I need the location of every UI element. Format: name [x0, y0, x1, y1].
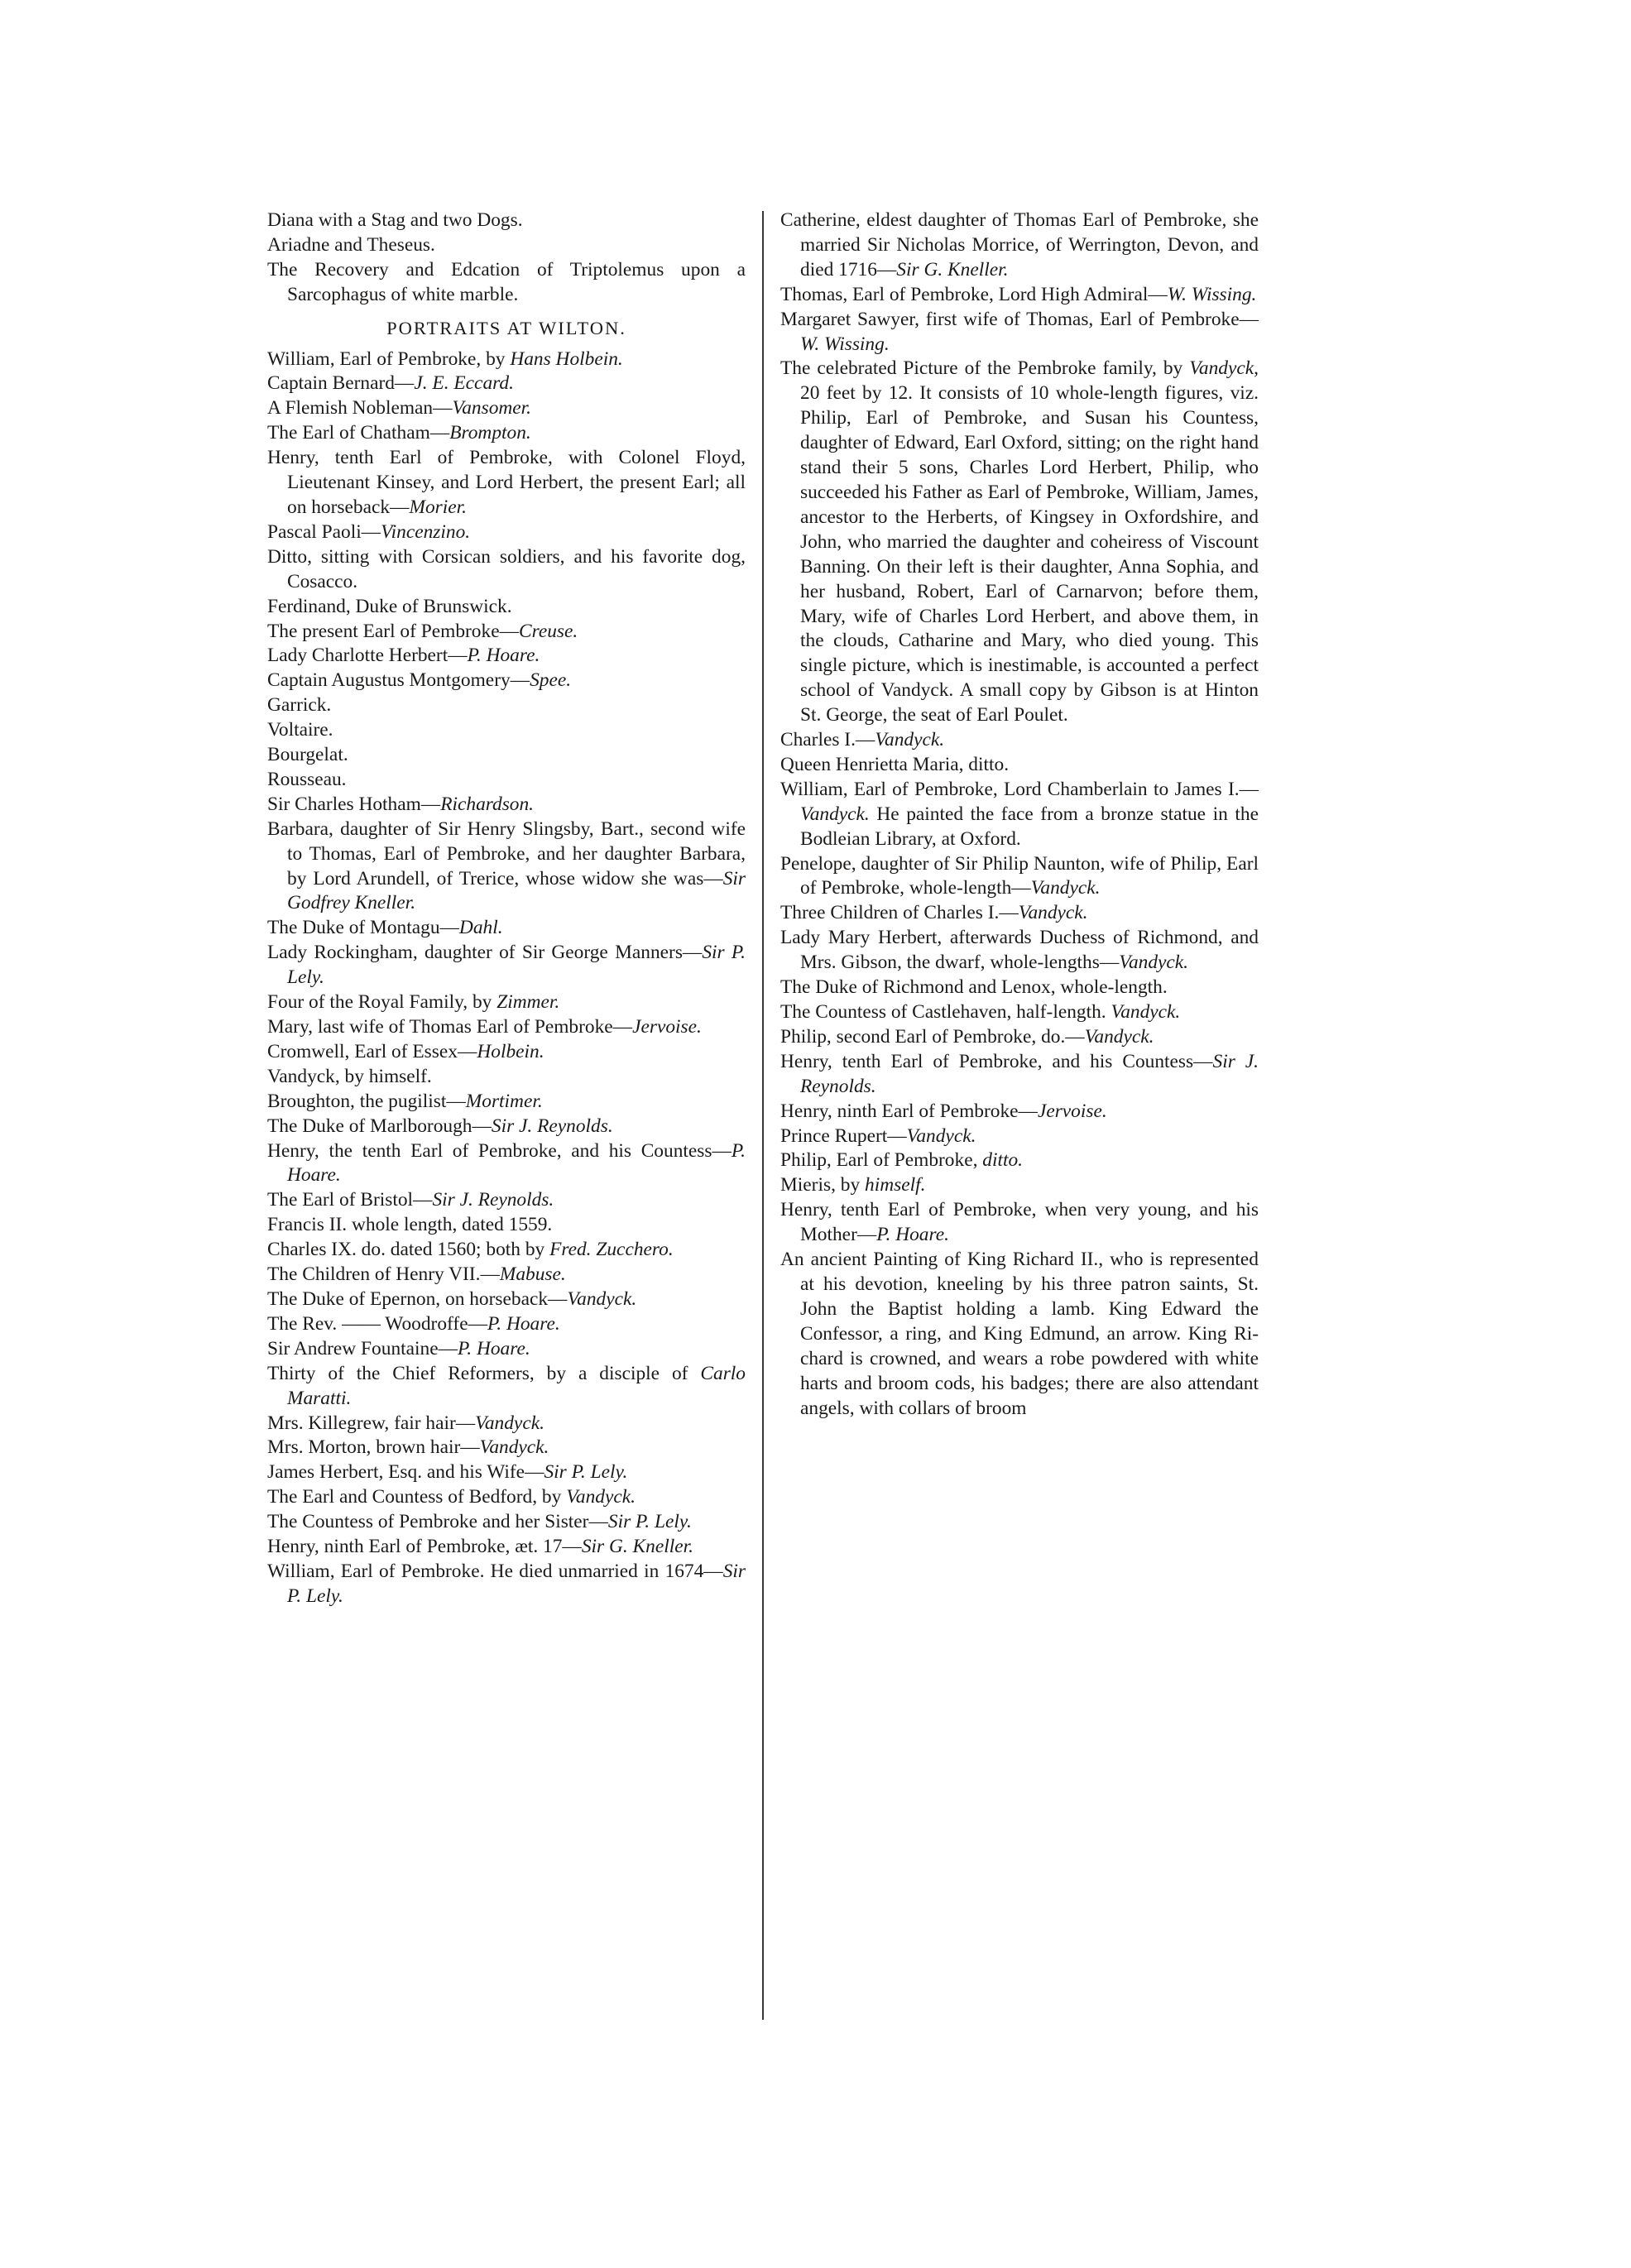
entry-title: Lady Rockingham, daughter of Sir George Manners—: [267, 942, 703, 964]
catalog-entry: [780, 753, 1259, 778]
entry-title: A Flemish Nobleman—: [267, 397, 453, 420]
entry-title: Sir Andrew Fountaine—: [267, 1337, 458, 1359]
entry-title: Sir Charles Hotham—: [267, 793, 441, 815]
entry-attribution: Sir G. Kneller.: [896, 258, 1009, 281]
entry-attribution: Vandyck.: [800, 803, 870, 825]
catalog-entry: [780, 901, 1259, 926]
catalog-entry: [780, 1124, 1259, 1149]
entry-title: Mary, last wife of Thomas Earl of Pembroke—: [267, 1016, 633, 1038]
entry-title: Charles I.—: [780, 729, 875, 751]
entry-title: William, Earl of Pembroke. He died unmarried in 1674—: [267, 1560, 723, 1582]
entry-attribution: Fred. Zucchero.: [549, 1239, 674, 1261]
entry-title: Three Children of Charles I.—: [780, 902, 1019, 924]
entry-title: The Countess of Pembroke and her Sister—: [267, 1511, 608, 1533]
catalog-entry: [780, 1100, 1259, 1124]
catalog-entry: [267, 1560, 746, 1609]
entry-title: Ditto, sitting with Corsican soldiers, and his favorite dog, Cosacco.: [267, 545, 746, 592]
catalog-entry: [780, 778, 1259, 852]
catalog-entry: [267, 1362, 746, 1412]
entry-attribution: W. Wissing.: [1167, 283, 1257, 305]
entry-attribution: Vandyck.: [1030, 877, 1101, 899]
catalog-entry: [267, 348, 746, 372]
entry-continuation: , 20 feet by 12. It consists of 10 whole-length figures, viz. Philip, Earl of Pembroke, and Susan his Countess, daughter of Edward, Earl Oxford, sitting; on the right hand stand their 5 sons, Charles Lord Herbert, Philip, who succeeded his Father as Earl of Pembroke, William, James, ancestor to the Herberts, of Kingsey in Oxfordshire, and John, who married the daughter and coheiress of Viscount Banning. On their left is their daughter, Anna Sophia, and her husband, Robert, Earl of Carnarvon; before them, Mary, wife of Charles Lord Herbert, and above them, in the clouds, Catharine and Mary, who died young. This single picture, which is inestimable, is accounted a perfect school of Vandyck. A small copy by Gibson is at Hinton St. George, the seat of Earl Poulet.: [800, 357, 1259, 726]
entry-title: The Duke of Marlborough—: [267, 1115, 492, 1137]
entry-title: Thomas, Earl of Pembroke, Lord High Admiral—: [780, 283, 1168, 305]
entry-attribution: P. Hoare.: [876, 1224, 949, 1246]
catalog-entry: [267, 818, 746, 917]
catalog-entry: [780, 852, 1259, 902]
entry-title: Philip, Earl of Pembroke,: [780, 1149, 983, 1172]
entry-title: An ancient Painting of King Richard II., who is represented at his devotion, kneeling by his three patron saints, St. John the Baptist holding a lamb. King Edward the Confessor, a ring, and King Edmund, an arrow. King Richard is crowned, and wears a robe powdered with white harts and broom cods, his badges; there are also attendant angels, with collars of broom: [780, 1249, 1259, 1419]
entry-attribution: P. Hoare.: [287, 1139, 746, 1187]
catalog-entry: [267, 1485, 746, 1510]
entry-title: Captain Augustus Montgomery—: [267, 669, 530, 692]
catalog-entry: [267, 1015, 746, 1040]
catalog-entry: [780, 926, 1259, 976]
entry-attribution: Zimmer.: [496, 991, 560, 1014]
entry-title: Broughton, the pugilist—: [267, 1090, 466, 1112]
entry-title: Henry, tenth Earl of Pembroke, and his Countess—: [780, 1050, 1213, 1072]
entry-attribution: Richardson.: [440, 793, 535, 815]
entry-title: Mrs. Killegrew, fair hair—: [267, 1412, 476, 1434]
entry-title: The Recovery and Edcation of Triptolemus upon a Sarcophagus of white marble.: [267, 258, 746, 305]
entry-attribution: Sir P. Lely.: [607, 1511, 692, 1533]
catalog-entry: [267, 1238, 746, 1263]
catalog-entry: [267, 1040, 746, 1065]
entry-attribution: Sir Godfrey Kneller.: [287, 867, 746, 914]
entry-title: William, Earl of Pembroke, Lord Chamberlain to James I.—: [780, 778, 1259, 800]
entry-title: The Earl of Chatham—: [267, 422, 450, 444]
entry-attribution: Sir G. Kneller.: [581, 1536, 693, 1558]
left-column: [267, 209, 746, 1609]
catalog-entry: [267, 1287, 746, 1312]
entry-title: Henry, ninth Earl of Pembroke, æt. 17—: [267, 1536, 582, 1558]
catalog-entry: [267, 693, 746, 718]
entry-title: Lady Mary Herbert, afterwards Duchess of Richmond, and Mrs. Gibson, the dwarf, whole-lengths—: [780, 927, 1259, 974]
entry-title: Catherine, eldest daughter of Thomas Earl of Pembroke, she married Sir Nicholas Morrice, of Werrington, Devon, and died 1716—: [780, 209, 1259, 281]
entry-title: William, Earl of Pembroke, by: [267, 348, 511, 370]
catalog-entry: [267, 916, 746, 941]
entry-attribution: Holbein.: [477, 1040, 544, 1062]
entry-title: Four of the Royal Family, by: [267, 991, 497, 1014]
catalog-entry: [267, 595, 746, 620]
entry-title: Henry, the tenth Earl of Pembroke, and his Countess—: [267, 1139, 732, 1162]
entry-attribution: Vandyck.: [567, 1287, 637, 1310]
catalog-entry: [267, 446, 746, 520]
catalog-entry: [780, 1198, 1259, 1248]
column-divider: [762, 211, 764, 2020]
catalog-entry: [780, 283, 1259, 308]
catalog-entry: [780, 1025, 1259, 1050]
catalog-entry: [267, 1139, 746, 1189]
entry-title: Ferdinand, Duke of Brunswick.: [267, 595, 512, 617]
entry-attribution: Vandyck.: [1018, 902, 1088, 924]
entry-attribution: Vandyck.: [479, 1436, 549, 1459]
entry-attribution: Jervoise.: [1037, 1100, 1107, 1122]
catalog-entry: [267, 1090, 746, 1115]
entry-title: The Earl and Countess of Bedford, by: [267, 1486, 567, 1508]
entry-attribution: P. Hoare.: [458, 1337, 530, 1359]
entry-attribution: Jervoise.: [632, 1016, 702, 1038]
entry-title: The Countess of Castlehaven, half-length.: [780, 1001, 1111, 1023]
catalog-entry: [267, 941, 746, 990]
entry-title: James Herbert, Esq. and his Wife—: [267, 1461, 544, 1484]
entry-attribution: Sir P. Lely.: [287, 942, 746, 989]
entry-attribution: Sir J. Reynolds.: [491, 1115, 613, 1137]
entry-attribution: Sir P. Lely.: [287, 1560, 746, 1607]
entry-title: The present Earl of Pembroke—: [267, 620, 519, 642]
catalog-entry: [267, 1115, 746, 1139]
entry-title: The Rev. —— Woodroffe—: [267, 1312, 487, 1335]
catalog-entry: [267, 620, 746, 645]
entry-title: Francis II. whole length, dated 1559.: [267, 1214, 553, 1236]
right-column: [780, 209, 1259, 1421]
entry-attribution: Vandyck.: [566, 1486, 636, 1508]
catalog-entry: [267, 644, 746, 669]
entry-attribution: Sir J. Reynolds.: [432, 1189, 554, 1211]
entry-attribution: Vincenzino.: [381, 520, 471, 543]
entry-attribution: J. E. Eccard.: [414, 372, 514, 395]
entry-title: The Duke of Richmond and Lenox, whole-length.: [780, 976, 1168, 999]
catalog-entry: [267, 1312, 746, 1337]
catalog-entry: [780, 1000, 1259, 1025]
catalog-entry: [267, 990, 746, 1015]
catalog-entry: [267, 545, 746, 595]
entry-attribution: Sir J. Reynolds.: [800, 1050, 1259, 1097]
catalog-entry: [267, 1460, 746, 1485]
catalog-entry: [267, 768, 746, 793]
catalog-entry: [267, 1510, 746, 1535]
entry-title: Voltaire.: [267, 719, 333, 741]
catalog-entry: [780, 1173, 1259, 1198]
entry-attribution: Vandyck.: [1084, 1025, 1154, 1048]
entry-title: Prince Rupert—: [780, 1124, 907, 1147]
entry-attribution: Vandyck.: [1111, 1001, 1181, 1023]
entry-attribution: P. Hoare.: [487, 1312, 560, 1335]
entry-title: Mieris, by: [780, 1174, 866, 1196]
catalog-entry: [780, 728, 1259, 753]
entry-attribution: Vandyck.: [1119, 952, 1189, 974]
entry-attribution: Sir P. Lely.: [544, 1461, 628, 1484]
entry-attribution: ditto.: [982, 1149, 1023, 1172]
catalog-entry: [267, 1436, 746, 1460]
entry-attribution: Creuse.: [518, 620, 578, 642]
catalog-entry: [267, 396, 746, 421]
entry-attribution: W. Wissing.: [800, 333, 890, 355]
entry-title: The Earl of Bristol—: [267, 1189, 433, 1211]
catalog-entry: [267, 1337, 746, 1362]
entry-attribution: Carlo Maratti.: [287, 1362, 746, 1409]
entry-attribution: Vandyck.: [875, 729, 945, 751]
entry-title: Philip, second Earl of Pembroke, do.—: [780, 1025, 1085, 1048]
entry-attribution: Morier.: [409, 496, 467, 518]
catalog-entry: [267, 793, 746, 818]
entry-title: Barbara, daughter of Sir Henry Slingsby, Bart., second wife to Thomas, Earl of Pembroke, and her daughter Barbara, by Lord Arundell, of Trerice, whose widow she was—: [267, 818, 746, 889]
catalog-entry: [267, 1263, 746, 1287]
catalog-entry: [267, 1213, 746, 1238]
catalog-entry: [267, 1188, 746, 1213]
entry-title: The Duke of Montagu—: [267, 917, 459, 939]
catalog-entry: [267, 743, 746, 768]
catalog-entry: [780, 1148, 1259, 1173]
entry-title: Penelope, daughter of Sir Philip Naunton, wife of Philip, Earl of Pembroke, whole-length—: [780, 852, 1259, 899]
catalog-entry: [267, 1535, 746, 1560]
entry-title: Diana with a Stag and two Dogs.: [267, 209, 523, 231]
entry-attribution: Spee.: [530, 669, 572, 692]
entry-title: Pascal Paoli—: [267, 520, 381, 543]
entry-title: Henry, tenth Earl of Pembroke, with Colonel Floyd, Lieutenant Kinsey, and Lord Herbert, the present Earl; all on horseback—: [267, 447, 746, 518]
catalog-entry: [267, 421, 746, 446]
entry-attribution: P. Hoare.: [467, 645, 540, 667]
entry-title: Henry, tenth Earl of Pembroke, when very young, and his Mother—: [780, 1199, 1259, 1246]
entry-attribution: Brompton.: [449, 422, 531, 444]
entry-attribution: Hans Holbein.: [510, 348, 623, 370]
entry-attribution: Mabuse.: [499, 1263, 566, 1286]
catalog-entry: [780, 976, 1259, 1000]
entry-title: The Duke of Epernon, on horseback—: [267, 1287, 568, 1310]
catalog-entry: [267, 258, 746, 308]
catalog-entry: [267, 233, 746, 258]
entry-title: Queen Henrietta Maria, ditto.: [780, 753, 1010, 775]
catalog-entry: [267, 1412, 746, 1436]
catalog-entry: [780, 308, 1259, 357]
catalog-entry: [267, 1065, 746, 1090]
entry-title: Cromwell, Earl of Essex—: [267, 1040, 477, 1062]
entry-title: Margaret Sawyer, first wife of Thomas, Earl of Pembroke—: [780, 308, 1259, 330]
entry-title: The celebrated Picture of the Pembroke family, by: [780, 357, 1190, 380]
catalog-entry: [267, 520, 746, 545]
entry-title: Charles IX. do. dated 1560; both by: [267, 1239, 550, 1261]
entry-title: Ariadne and Theseus.: [267, 233, 435, 256]
catalog-entry: [267, 669, 746, 693]
catalog-entry: [780, 209, 1259, 283]
entry-continuation: He painted the face from a bronze statue in the Bodleian Library, at Oxford.: [800, 803, 1259, 850]
entry-title: Thirty of the Chief Reformers, by a disciple of: [267, 1362, 701, 1384]
entry-title: Garrick.: [267, 694, 332, 717]
entry-attribution: Vandyck.: [475, 1412, 544, 1434]
catalog-entry: [267, 209, 746, 233]
entry-attribution: Dahl.: [458, 917, 503, 939]
entry-title: Captain Bernard—: [267, 372, 415, 395]
entry-title: Mrs. Morton, brown hair—: [267, 1436, 480, 1459]
entry-title: Rousseau.: [267, 768, 347, 790]
catalog-entry: [267, 718, 746, 743]
entry-attribution: Vansomer.: [452, 397, 532, 420]
entry-attribution: Vandyck.: [906, 1124, 976, 1147]
catalog-entry: [780, 1248, 1259, 1421]
entry-title: Henry, ninth Earl of Pembroke—: [780, 1100, 1038, 1122]
catalog-entry: [780, 1050, 1259, 1100]
entry-title: Bourgelat.: [267, 744, 348, 766]
section-heading: PORTRAITS AT WILTON.: [386, 317, 626, 338]
catalog-entry: [780, 357, 1259, 728]
entry-attribution: Vandyck: [1189, 357, 1254, 380]
entry-title: The Children of Henry VII.—: [267, 1263, 500, 1286]
entry-title: Vandyck, by himself.: [267, 1065, 432, 1087]
entry-attribution: Mortimer.: [465, 1090, 543, 1112]
catalog-entry: [267, 372, 746, 396]
entry-title: Lady Charlotte Herbert—: [267, 645, 468, 667]
entry-attribution: himself.: [865, 1174, 926, 1196]
